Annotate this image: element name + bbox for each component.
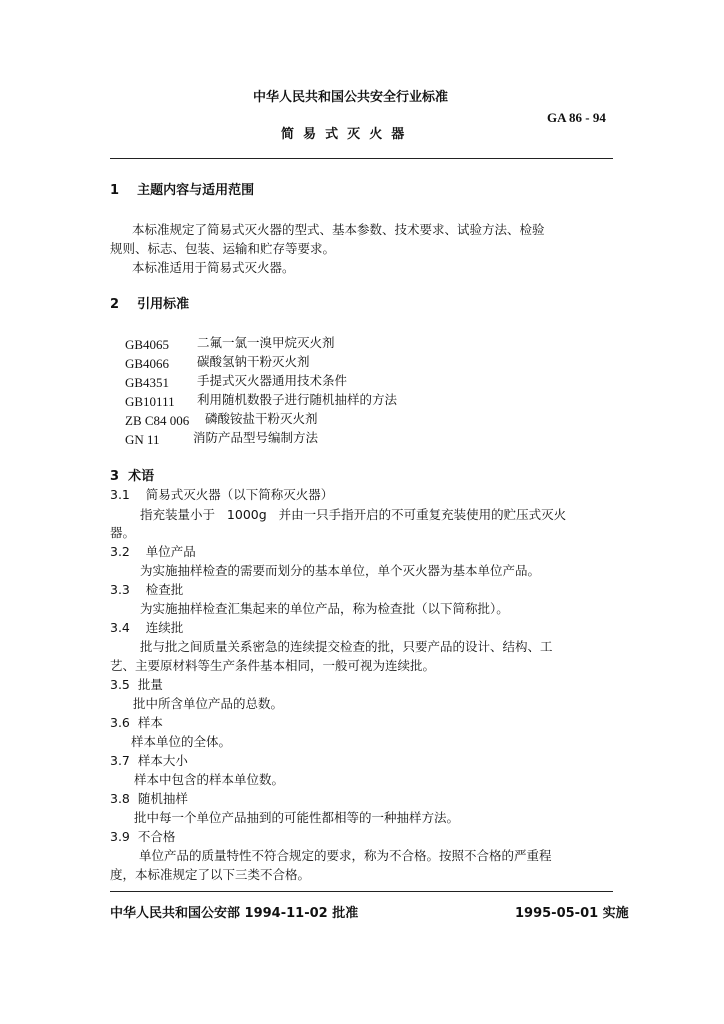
ref-name: 手提式灭火器通用技术条件 — [197, 373, 348, 388]
ref-name: 消防产品型号编制方法 — [193, 430, 319, 445]
term-3-9-definition-line1: 单位产品的质量特性不符合规定的要求，称为不合格。按照不合格的严重程 — [139, 848, 552, 863]
approval-line: 中华人民共和国公安部 1994-11-02 批准 — [110, 906, 359, 921]
ref-code: GB4066 — [125, 356, 170, 371]
ref-code: ZB C84 006 — [125, 413, 190, 428]
term-3-2-definition: 为实施抽样检查的需要而划分的基本单位，单个灭火器为基本单位产品。 — [140, 563, 541, 578]
ref-code: GN 11 — [125, 432, 160, 447]
document-title: 简 易 式 灭 火 器 — [281, 127, 405, 142]
term-3-8-definition: 批中每一个单位产品抽到的可能性都相等的一种抽样方法。 — [134, 810, 460, 825]
section1-para1-line2: 规则、标志、包装、运输和贮存等要求。 — [110, 241, 336, 256]
term-3-4-definition-line2: 艺、主要原材料等生产条件基本相同，一般可视为连续批。 — [110, 658, 436, 673]
ref-name: 利用随机数骰子进行随机抽样的方法 — [197, 392, 398, 407]
term-3-4: 3.4 连续批 — [110, 620, 184, 635]
section1-para1-line1: 本标准规定了简易式灭火器的型式、基本参数、技术要求、试验方法、检验 — [132, 222, 545, 237]
section1-heading: 1 主题内容与适用范围 — [110, 183, 255, 198]
term-3-5-definition: 批中所含单位产品的总数。 — [133, 696, 284, 711]
section2-heading: 2 引用标准 — [110, 297, 190, 312]
term-3-8: 3.8 随机抽样 — [110, 791, 188, 806]
org-title: 中华人民共和国公共安全行业标准 — [253, 90, 449, 105]
term-3-7-definition: 样本中包含的样本单位数。 — [134, 772, 285, 787]
term-3-6: 3.6 样本 — [110, 715, 163, 730]
term-3-1: 3.1 简易式灭火器（以下简称灭火器） — [110, 487, 334, 502]
term-3-9-definition-line2: 度，本标准规定了以下三类不合格。 — [110, 867, 311, 882]
ref-name: 碳酸氢钠干粉灭火剂 — [197, 354, 310, 369]
term-3-1-definition-line1: 指充装量小于 1000g 并由一只手指开启的不可重复充装使用的贮压式灭火 — [140, 507, 567, 522]
section3-heading: 3 术语 — [110, 469, 155, 484]
term-3-9: 3.9 不合格 — [110, 829, 176, 844]
ref-name: 磷酸铵盐干粉灭火剂 — [205, 411, 318, 426]
term-3-4-definition-line1: 批与批之间质量关系密急的连续提交检查的批，只要产品的设计、结构、工 — [140, 639, 553, 654]
header-rule — [110, 158, 613, 159]
term-3-5: 3.5 批量 — [110, 677, 163, 692]
ref-code: GB4065 — [125, 337, 170, 352]
term-3-3: 3.3 检查批 — [110, 582, 184, 597]
ref-code: GB4351 — [125, 375, 170, 390]
implementation-date: 1995-05-01 实施 — [515, 906, 629, 921]
standard-code: GA 86 - 94 — [547, 110, 606, 125]
section1-para2: 本标准适用于简易式灭火器。 — [132, 260, 295, 275]
footer-rule — [110, 891, 613, 892]
term-3-7: 3.7 样本大小 — [110, 753, 188, 768]
ref-code: GB10111 — [125, 394, 175, 409]
term-3-2: 3.2 单位产品 — [110, 544, 196, 559]
term-3-6-definition: 样本单位的全体。 — [131, 734, 232, 749]
ref-name: 二氟一氯一溴甲烷灭火剂 — [197, 335, 335, 350]
term-3-3-definition: 为实施抽样检查汇集起来的单位产品，称为检查批（以下简称批）。 — [140, 601, 509, 616]
term-3-1-definition-line2: 器。 — [110, 525, 136, 540]
